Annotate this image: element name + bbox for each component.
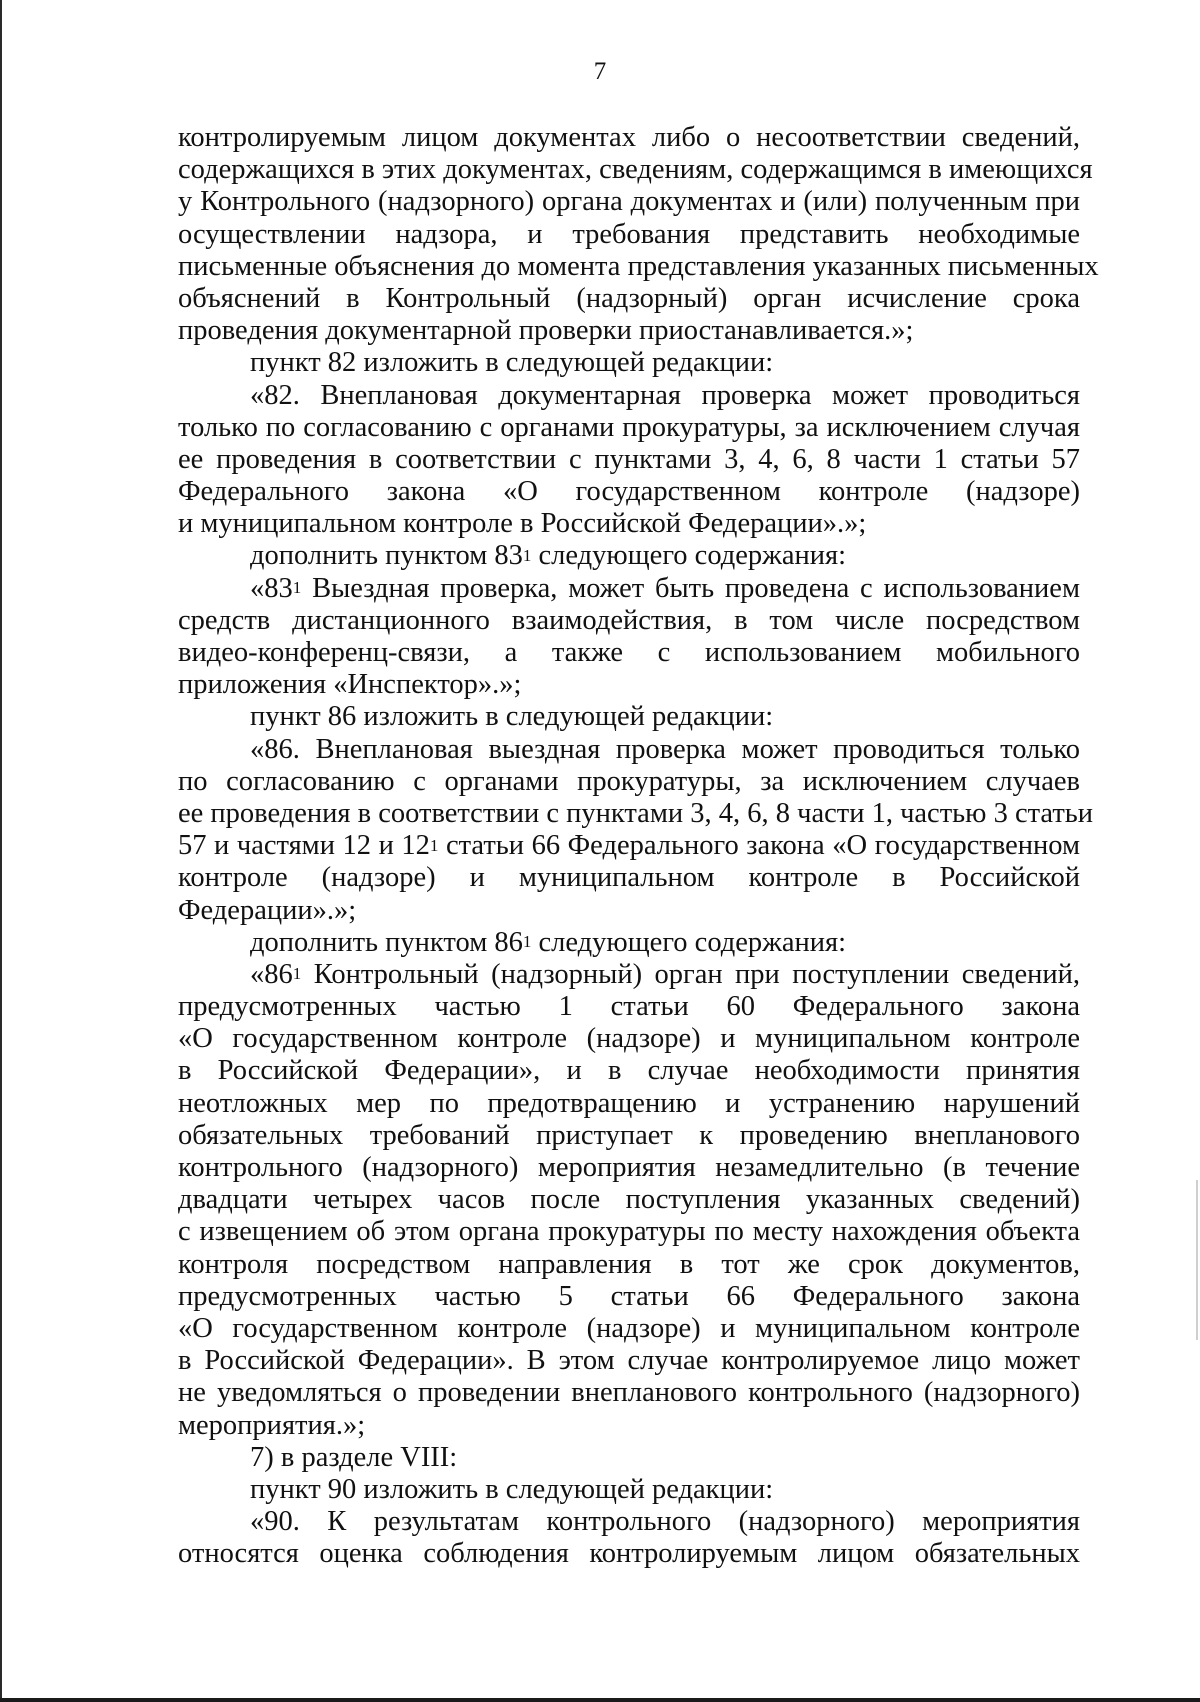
- text-line: приложения «Инспектор».»;: [178, 669, 522, 701]
- text-line: пункт 90 изложить в следующей редакции:: [250, 1473, 774, 1505]
- line-part: «83: [250, 572, 293, 604]
- text-line: пункт 82 изложить в следующей редакции:: [250, 347, 774, 379]
- scan-left-edge: [0, 0, 2, 1702]
- text-line: неотложных мер по предотвращению и устранению нарушений: [178, 1087, 1080, 1119]
- line-part: следующего содержания:: [538, 540, 847, 572]
- page-number: 7: [593, 58, 607, 85]
- line-part: следующего содержания:: [538, 926, 847, 958]
- document-body: [178, 122, 1099, 1570]
- text-line: предусмотренных частью 5 статьи 66 Федерального закона: [178, 1280, 1080, 1312]
- text-line: [178, 927, 1080, 959]
- text-line: пункт 86 изложить в следующей редакции:: [250, 701, 774, 733]
- text-line: [178, 959, 1080, 991]
- text-line: относятся оценка соблюдения контролируемым лицом обязательных: [178, 1538, 1080, 1570]
- text-line: «О государственном контроле (надзоре) и муниципальном контроле: [178, 1023, 1080, 1055]
- text-line: письменные объяснения до момента представления указанных письменных: [178, 250, 1099, 282]
- text-line: ее проведения в соответствии с пунктами 3, 4, 6, 8 части 1, частью 3 статьи: [178, 797, 1094, 829]
- text-line: в Российской Федерации». В этом случае контролируемое лицо может: [178, 1345, 1080, 1377]
- text-line: видео-конференц-связи, а также с использованием мобильного: [178, 637, 1080, 668]
- line-part: Выездная проверка, может быть проведена с использованием: [312, 572, 1080, 604]
- superscript: 1: [292, 578, 302, 598]
- text-line: обязательных требований приступает к проведению внепланового: [178, 1119, 1080, 1151]
- text-line: Федерации».»;: [178, 894, 357, 926]
- line-part: дополнить пунктом 86: [250, 926, 523, 958]
- text-line: средств дистанционного взаимодействия, в том числе посредством: [178, 604, 1080, 636]
- text-line: «82. Внеплановая документарная проверка может проводиться: [250, 379, 1080, 411]
- text-line: [178, 573, 1080, 605]
- text-line: проведения документарной проверки приостанавливается.»;: [178, 315, 914, 347]
- text-line: только по согласованию с органами прокуратуры, за исключением случая: [178, 411, 1080, 443]
- superscript: 1: [522, 932, 532, 952]
- text-line: не уведомляться о проведении внепланового контрольного (надзорного): [178, 1377, 1080, 1409]
- text-line: контроле (надзоре) и муниципальном контроле в Российской: [178, 862, 1080, 894]
- text-line: предусмотренных частью 1 статьи 60 Федерального закона: [178, 991, 1080, 1023]
- text-line: осуществлении надзора, и требования представить необходимые: [178, 218, 1080, 250]
- text-line: содержащихся в этих документах, сведениям, содержащимся в имеющихся: [178, 154, 1093, 186]
- text-line: с извещением об этом органа прокуратуры по месту нахождения объекта: [178, 1216, 1080, 1248]
- line-part: 57 и частями 12 и 12: [178, 830, 430, 862]
- scan-bottom-edge: [0, 1698, 1200, 1702]
- superscript: 1: [522, 546, 532, 566]
- text-line: двадцати четырех часов после поступления указанных сведений): [178, 1184, 1080, 1216]
- text-line: [178, 540, 1080, 572]
- text-line: контроля посредством направления в тот же срок документов,: [178, 1248, 1080, 1280]
- scan-right-mark: [1196, 1180, 1198, 1340]
- text-line: у Контрольного (надзорного) органа документах и (или) полученным при: [178, 186, 1080, 218]
- text-line: объяснений в Контрольный (надзорный) орган исчисление срока: [178, 282, 1080, 314]
- text-line: в Российской Федерации», и в случае необходимости принятия: [178, 1055, 1080, 1087]
- superscript: 1: [292, 964, 302, 984]
- text-line: и муниципальном контроле в Российской Федерации».»;: [178, 508, 867, 540]
- text-line: по согласованию с органами прокуратуры, за исключением случаев: [178, 765, 1080, 797]
- superscript: 1: [429, 835, 439, 855]
- text-line: ее проведения в соответствии с пунктами 3, 4, 6, 8 части 1 статьи 57: [178, 443, 1080, 475]
- text-line: 7) в разделе VIII:: [250, 1441, 458, 1473]
- line-part: Контрольный (надзорный) орган при поступлении сведений,: [313, 958, 1081, 990]
- text-line: «90. К результатам контрольного (надзорного) мероприятия: [250, 1506, 1080, 1538]
- text-line: Федерального закона «О государственном контроле (надзоре): [178, 476, 1080, 508]
- line-part: дополнить пунктом 83: [250, 540, 523, 572]
- line-part: статьи 66 Федерального закона «О государственном: [445, 830, 1080, 862]
- text-line: «О государственном контроле (надзоре) и муниципальном контроле: [178, 1312, 1080, 1344]
- text-line: контрольного (надзорного) мероприятия незамедлительно (в течение: [178, 1152, 1080, 1183]
- line-part: «86: [250, 958, 293, 990]
- text-line: мероприятия.»;: [178, 1409, 366, 1441]
- text-line: контролируемым лицом документах либо о несоответствии сведений,: [178, 122, 1080, 153]
- text-line: «86. Внеплановая выездная проверка может проводиться только: [250, 733, 1080, 765]
- text-line: [178, 830, 1080, 862]
